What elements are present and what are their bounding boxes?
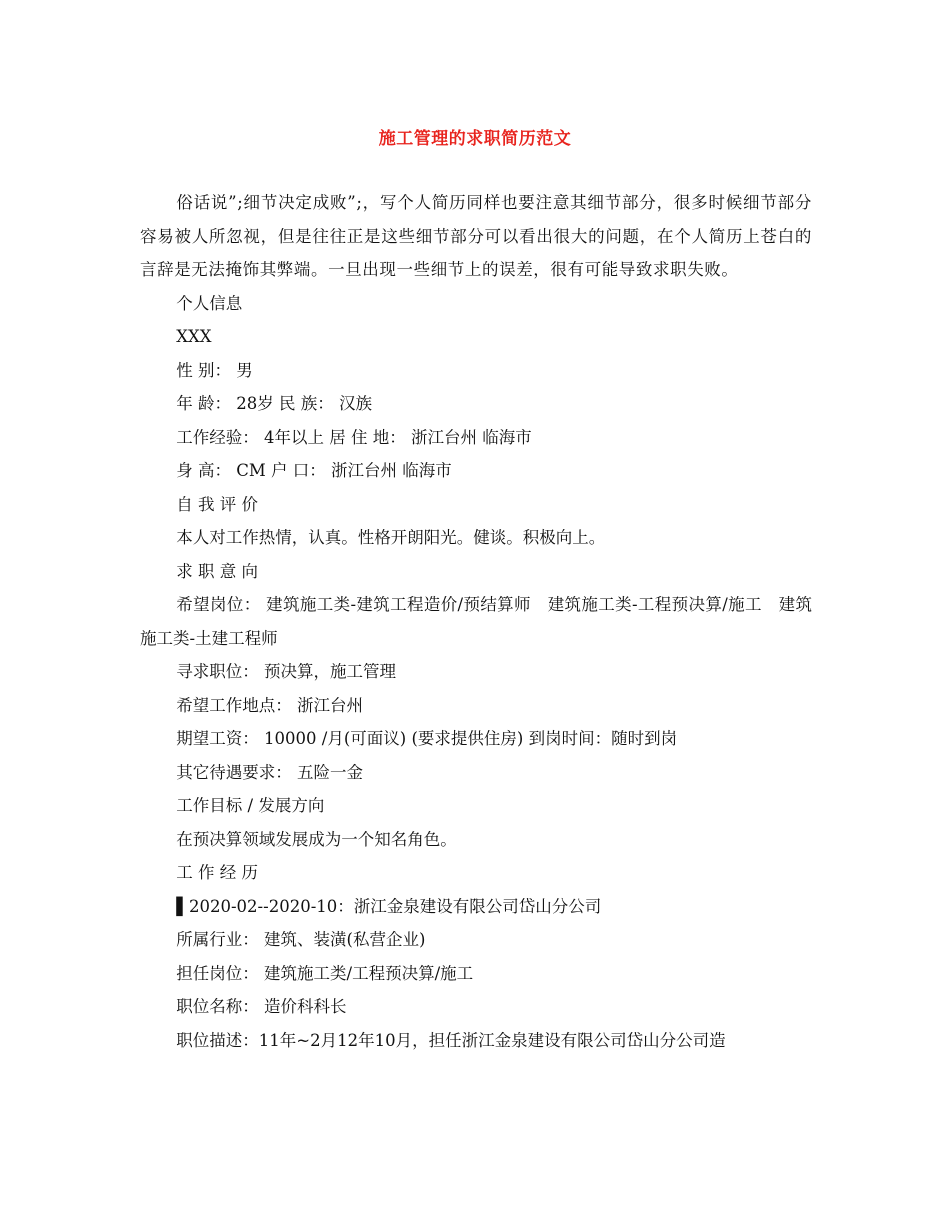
info-experience-residence: 工作经验： 4年以上 居 住 地： 浙江台州 临海市: [176, 427, 532, 447]
work-entry-header: ▌2020-02--2020-10：浙江金泉建设有限公司岱山分公司: [176, 896, 602, 916]
document-body: [140, 186, 812, 1057]
document-title: 施工管理的求职简历范文: [378, 129, 572, 149]
self-evaluation-text: 本人对工作热情，认真。性格开朗阳光。健谈。积极向上。: [176, 528, 606, 547]
section-heading-self-evaluation: 自 我 评 价: [176, 494, 259, 514]
work-role: 担任岗位： 建筑施工类/工程预决算/施工: [176, 963, 474, 983]
work-industry: 所属行业： 建筑、装潢(私营企业): [176, 930, 426, 949]
section-heading-work-experience: 工 作 经 历: [176, 863, 259, 882]
career-goal-text: 在预决算领域发展成为一个知名角色。: [176, 829, 457, 849]
info-gender: 性 别： 男: [176, 360, 253, 380]
sought-position: 寻求职位： 预决算，施工管理: [176, 662, 397, 681]
work-position-title: 职位名称： 造价科科长: [176, 997, 347, 1016]
section-heading-job-intention: 求 职 意 向: [176, 561, 259, 581]
other-benefits: 其它待遇要求： 五险一金: [176, 762, 364, 782]
section-heading-career-goal: 工作目标 / 发展方向: [176, 796, 325, 815]
intro-paragraph: 俗话说”;细节决定成败”;，写个人简历同样也要注意其细节部分，很多时候细节部分容易被人所忽视，但是往往正是这些细节部分可以看出很大的问题，在个人简历上苍白的言辞是无法掩饰其弊端。一旦出现一些细节上的误差，很有可能导致求职失败。: [140, 193, 812, 279]
info-height-hukou: 身 高： CM 户 口： 浙江台州 临海市: [176, 461, 452, 480]
applicant-name: XXX: [176, 327, 212, 346]
desired-location: 希望工作地点： 浙江台州: [176, 695, 364, 715]
desired-positions: 希望岗位： 建筑施工类-建筑工程造价/预结算师 建筑施工类-工程预决算/施工 建筑施工类-土建工程师: [140, 595, 812, 648]
info-age-ethnicity: 年 龄： 28岁 民 族： 汉族: [176, 394, 373, 413]
section-heading-personal-info: 个人信息: [176, 293, 243, 313]
expected-salary: 期望工资： 10000 /月(可面议) (要求提供住房) 到岗时间：随时到岗: [176, 729, 678, 748]
work-description: 职位描述：11年~2月12年10月，担任浙江金泉建设有限公司岱山分公司造: [176, 1030, 726, 1050]
